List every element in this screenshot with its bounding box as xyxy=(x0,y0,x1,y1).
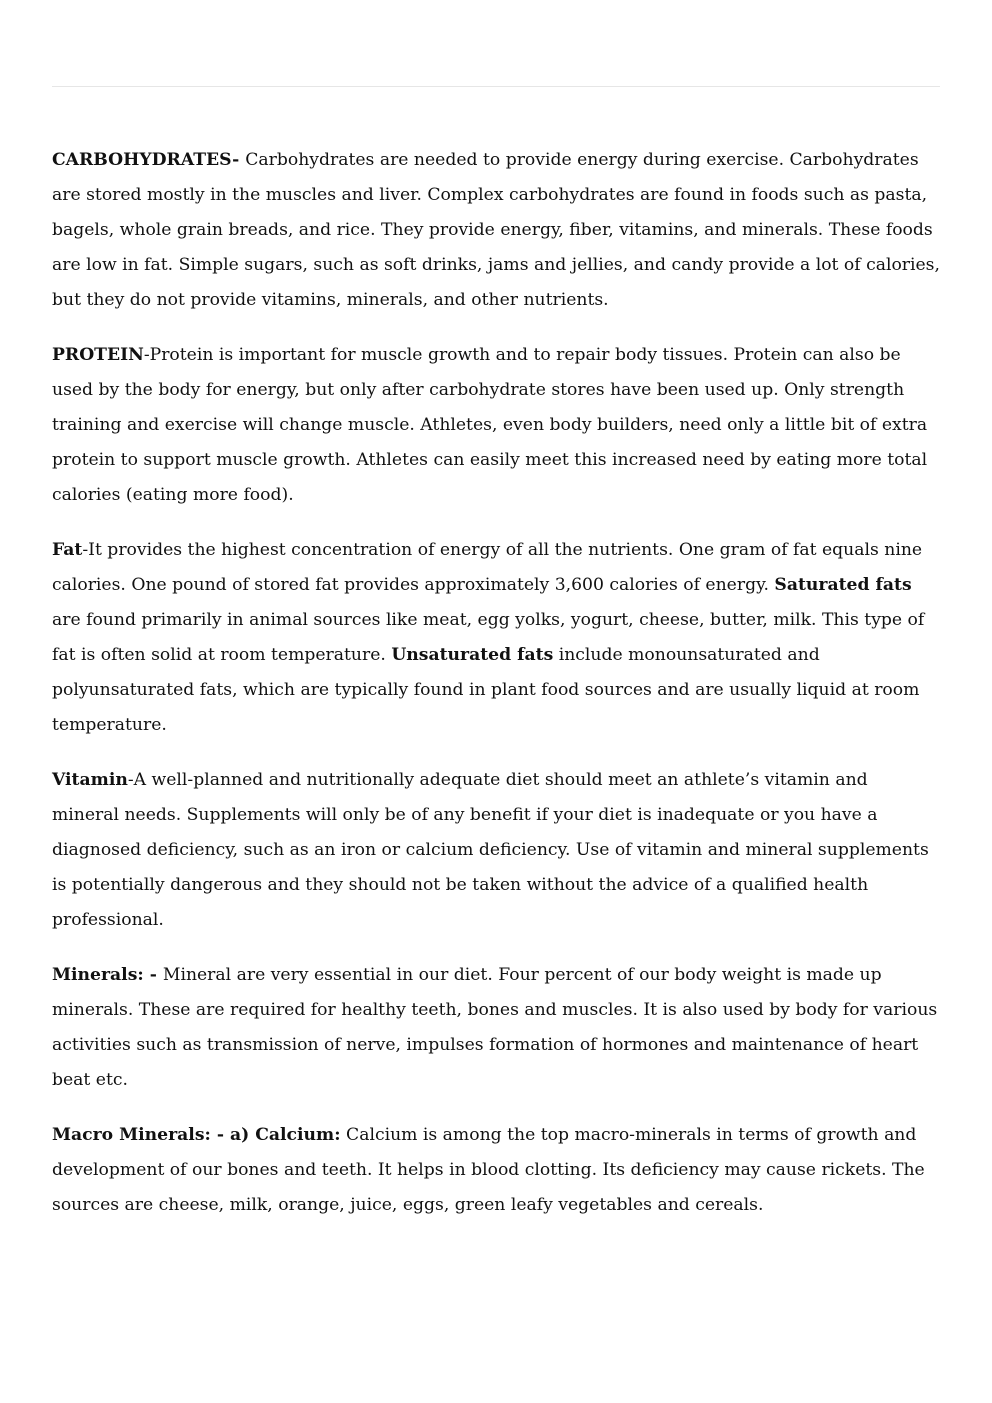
term-minerals: Minerals: - xyxy=(52,965,163,985)
paragraph-carbohydrates xyxy=(52,143,940,318)
term-fat: Fat xyxy=(52,540,83,560)
paragraph-text: -Protein is important for muscle growth and to repair body tissues. Protein can also be used by the body for energy, but only after carbohydrate stores have been used up. Only strength training and exercise will change muscle. Athletes, even body builders, need only a little bit of extra protein to support muscle growth. Athletes can easily meet this increased need by eating more total calories (eating more food). xyxy=(52,345,928,505)
paragraph-macro-minerals xyxy=(52,1118,940,1223)
paragraph-vitamin xyxy=(52,763,940,938)
term-vitamin: Vitamin xyxy=(52,770,128,790)
paragraph-text: include monounsaturated and polyunsaturated fats, which are typically found in plant food sources and are usually liquid at room temperature. xyxy=(52,645,920,735)
paragraph-text: -It provides the highest concentration of energy of all the nutrients. One gram of fat equals nine calories. One pound of stored fat provides approximately 3,600 calories of energy. xyxy=(52,540,923,595)
paragraph-text: -A well-planned and nutritionally adequate diet should meet an athlete’s vitamin and mineral needs. Supplements will only be of any benefit if your diet is inadequate or you have a diagnosed deficiency, such as an iron or calcium deficiency. Use of vitamin and mineral supplements is potentially dangerous and they should not be taken without the advice of a qualified health professional. xyxy=(52,770,929,930)
document-body xyxy=(52,143,940,1243)
paragraph-text: Mineral are very essential in our diet. Four percent of our body weight is made up minerals. These are required for healthy teeth, bones and muscles. It is also used by body for various activities such as transmission of nerve, impulses formation of hormones and maintenance of heart beat etc. xyxy=(52,965,938,1090)
paragraph-minerals xyxy=(52,958,940,1098)
term-carbohydrates: CARBOHYDRATES- xyxy=(52,150,246,170)
term-macro-minerals-calcium: Macro Minerals: - a) Calcium: xyxy=(52,1125,341,1145)
term-saturated-fats: Saturated fats xyxy=(774,575,912,595)
paragraph-protein xyxy=(52,338,940,513)
term-protein: PROTEIN xyxy=(52,345,144,365)
paragraph-fat xyxy=(52,533,940,743)
paragraph-text: Carbohydrates are needed to provide energy during exercise. Carbohydrates are stored mostly in the muscles and liver. Complex carbohydrates are found in foods such as pasta, bagels, whole grain breads, and rice. They provide energy, fiber, vitamins, and minerals. These foods are low in fat. Simple sugars, such as soft drinks, jams and jellies, and candy provide a lot of calories, but they do not provide vitamins, minerals, and other nutrients. xyxy=(52,150,940,310)
top-divider xyxy=(52,86,940,87)
paragraph-text: Calcium is among the top macro-minerals in terms of growth and development of our bones and teeth. It helps in blood clotting. Its deficiency may cause rickets. The sources are cheese, milk, orange, juice, eggs, green leafy vegetables and cereals. xyxy=(52,1125,925,1215)
paragraph-text: are found primarily in animal sources like meat, egg yolks, yogurt, cheese, butter, milk. This type of fat is often solid at room temperature. xyxy=(52,610,925,665)
term-unsaturated-fats: Unsaturated fats xyxy=(391,645,554,665)
